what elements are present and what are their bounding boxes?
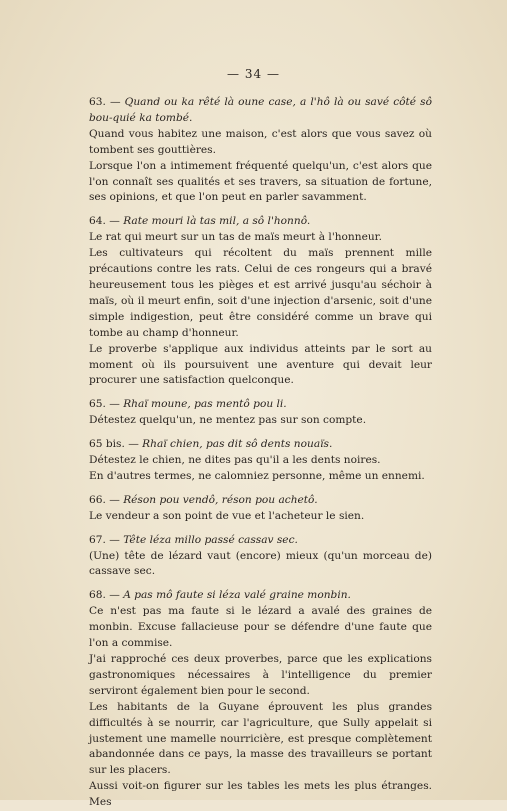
paragraph: Le vendeur a son point de vue et l'acheteur le sien. [89,509,365,522]
entry-number: 67. — [89,533,124,546]
proverb-line [89,437,432,453]
entry-number: 68. — [89,589,124,602]
paragraph: Quand vous habitez une maison, c'est alors que vous savez où tombent ses gouttières. [89,127,432,156]
proverb-text: Rhaï moune, pas mentô pou li. [123,398,287,411]
paragraph: Détestez quelqu'un, ne mentez pas sur son compte. [89,414,367,427]
entry-63 [89,95,432,206]
proverb-line [89,533,432,549]
paragraph: Détestez le chien, ne dites pas qu'il a les dents noires. [89,454,381,467]
entry-64 [89,214,432,389]
paragraph: Les cultivateurs qui récoltent du maïs prennent mille précautions contre les rats. Celui de ces rongeurs qui a bravé heureusement tous les pièges et est arrivé jusqu'au séchoir à maïs, où il meurt enfin, soit d'une injection d'arsenic, soit d'une simple indigestion, peut être considéré comme un brave qui tombe au champ d'honneur. [89,247,432,339]
paragraph: Les habitants de la Guyane éprouvent les plus grandes difficultés à se nourrir, car l'agriculture, que Sully appelait si justement une mamelle nourricière, est presque complètement abandonnée dans ce pays, la masse des travailleurs se portant sur les placers. [89,700,432,777]
entry-number: 63. — [89,96,125,108]
paragraph: J'ai rapproché ces deux proverbes, parce que les explications gastronomiques nécessaires à l'intelligence du premier serviront également bien pour le second. [89,653,432,697]
entry-number: 64. — [89,215,124,228]
paragraph: Le rat qui meurt sur un tas de maïs meurt à l'honneur. [89,231,382,244]
proverb-line [89,588,432,604]
entry-68 [89,588,432,811]
page-body [89,95,432,811]
proverb-text: A pas mô faute si léza valé graine monbin. [123,589,351,602]
proverb-line [89,397,432,413]
paragraph: En d'autres termes, ne calomniez personne, même un ennemi. [89,469,425,482]
entry-number: 65 bis. — [89,438,143,451]
proverb-text: Rate mouri là tas mil, a sô l'honnô. [123,215,311,228]
entry-number: 65. — [89,398,124,411]
entry-66 [89,493,432,525]
entry-67 [89,533,432,581]
page-number: — 34 — [227,67,280,81]
paragraph: Aussi voit-on figurer sur les tables les mets les plus étranges. Mes [89,780,432,809]
proverb-line [89,95,432,127]
entry-number: 66. — [89,493,124,506]
paragraph: Lorsque l'on a intimement fréquenté quelqu'un, c'est alors que l'on connaît ses qualités et ses travers, sa situation de fortune, ses opinions, et que l'on peut en parler savamment. [89,159,432,204]
proverb-text: Quand ou ka rêté là oune case, a l'hô là ou savé côté sô bou-quié ka tombé. [89,96,433,124]
paragraph: Le proverbe s'applique aux individus atteints par le sort au moment où ils poursuivent une aventure qui devait leur procurer une satisfaction quelconque. [89,342,432,387]
proverb-line [89,214,432,230]
paragraph: Ce n'est pas ma faute si le lézard a avalé des graines de monbin. Excuse fallacieuse pour se défendre d'une faute que l'on a commise. [89,605,432,650]
proverb-text: Réson pou vendô, réson pou achetô. [123,493,318,506]
proverb-text: Rhaï chien, pas dit sô dents nouaïs. [142,438,333,451]
proverb-text: Tête léza millo passé cassav sec. [123,533,298,546]
proverb-line [89,493,432,509]
entry-65-bis [89,437,432,485]
paragraph: (Une) tête de lézard vaut (encore) mieux (qu'un morceau de) cassave sec. [89,549,432,578]
entry-65 [89,397,432,429]
